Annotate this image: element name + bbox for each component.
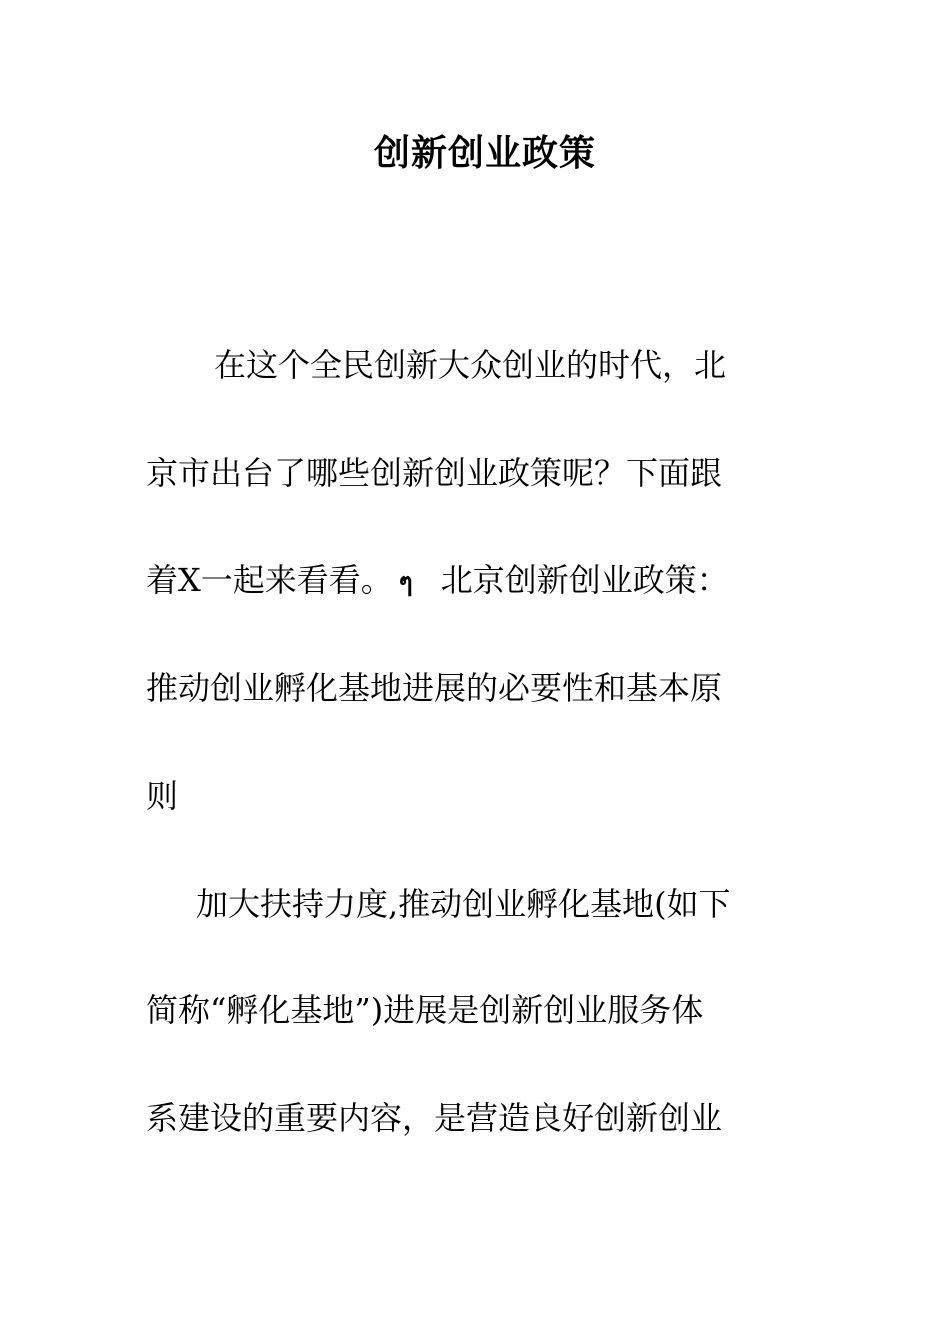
paragraph-line xyxy=(146,558,729,605)
list-marker-icon: ๆ xyxy=(398,568,413,598)
paragraph-line: 则 xyxy=(146,777,179,815)
paragraph-text: 着X一起来看看。 xyxy=(146,561,393,599)
paragraph-line: 加大扶持力度,推动创业孵化基地(如下 xyxy=(196,885,731,923)
section-heading: 北京创新创业政策： xyxy=(440,561,729,599)
paragraph-line: 京市出台了哪些创新创业政策呢？下面跟 xyxy=(146,454,723,492)
paragraph-line: 推动创业孵化基地进展的必要性和基本原 xyxy=(146,669,723,707)
paragraph-line: 在这个全民创新大众创业的时代，北 xyxy=(214,346,727,384)
paragraph-line: 简称“孵化基地”)进展是创新创业服务体 xyxy=(146,991,704,1029)
page-title: 创新创业政策 xyxy=(373,132,596,174)
paragraph-line: 系建设的重要内容，是营造良好创新创业 xyxy=(146,1099,723,1137)
